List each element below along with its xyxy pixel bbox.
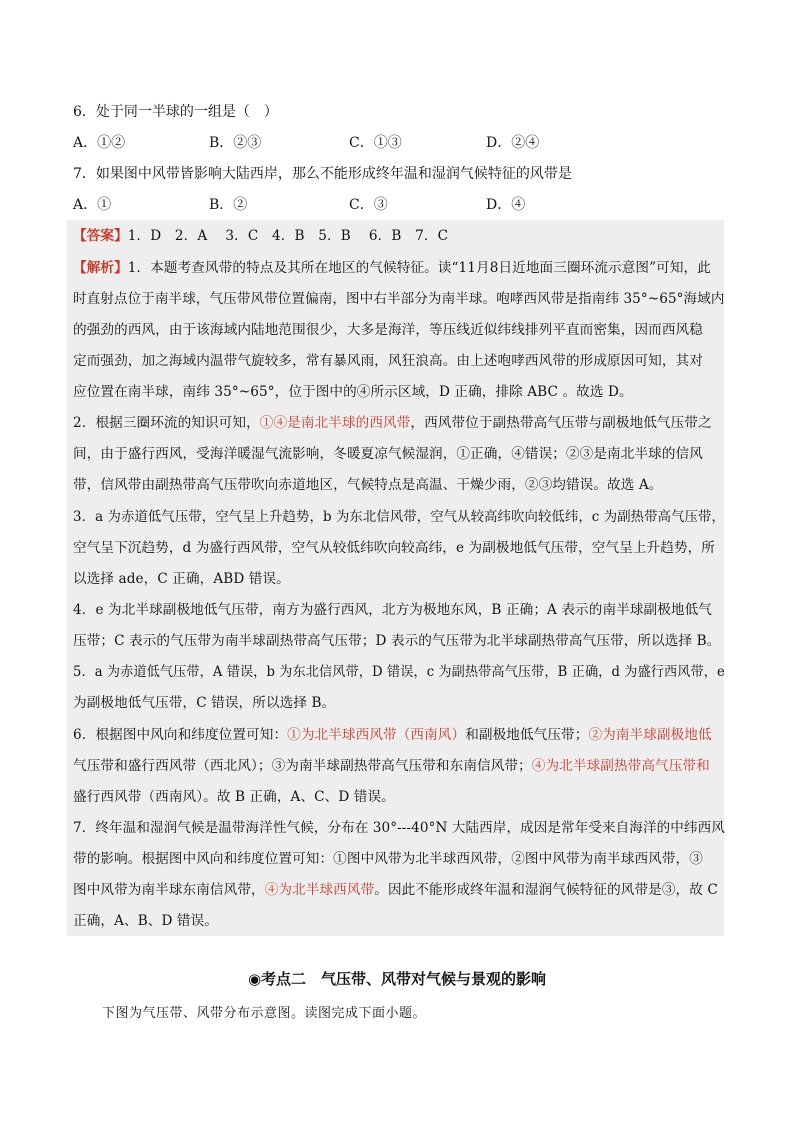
analysis-line-11: 以选择 ade，C 正确，ABD 错误。 (73, 571, 290, 587)
analysis-line-4: 定而强劲，加之海域内温带气旋较多，常有暴风雨，风狂浪高。由上述咆哮西风带的形成原因可知，其对 (73, 353, 703, 369)
analysis-line-12: 4．e 为北半球副极地低气压带，南方为盛行西风，北方为极地东风，B 正确；A 表示的南半球副极地低气 (73, 602, 712, 618)
q6-option-a[interactable]: A．①② (73, 135, 126, 151)
analysis-text: 图中风带为南半球东南信风带， (73, 882, 265, 898)
analysis-line-15: 为副极地低气压带，C 错误，所以选择 B。 (73, 695, 336, 711)
analysis-line-13: 压带；C 表示的气压带为南半球副热带高气压带；D 表示的气压带为北半球副热带高气压带，所以选择 B。 (73, 633, 721, 649)
q7-option-c[interactable]: C．③ (349, 197, 388, 213)
analysis-line-22: 正确，A、B、D 错误。 (73, 913, 218, 929)
q7-option-a[interactable]: A．① (73, 197, 112, 213)
analysis-text: 和副极地低气压带； (465, 727, 589, 743)
analysis-line-21 (73, 880, 718, 900)
analysis-text: 2．根据三圈环流的知识可知， (73, 415, 260, 431)
analysis-line-6 (73, 413, 712, 433)
analysis-line-14: 5．a 为赤道低气压带，A 错误，b 为东北信风带，D 错误，c 为副热带高气压带，B 正确，d 为盛行西风带，e (73, 664, 725, 680)
analysis-text: 1．本题考查风带的特点及其所在地区的气候特征。读“11月8日近地面三圈环流示意图”可知，此 (127, 260, 711, 276)
section-intro: 下图为气压带、风带分布示意图。读图完成下面小题。 (102, 1006, 427, 1021)
q6-option-b[interactable]: B．②③ (209, 135, 262, 151)
q7-option-b[interactable]: B．② (209, 197, 248, 213)
analysis-line-8: 带，信风带由副热带高气压带吹向赤道地区，气候特点是高温、干燥少雨，②③均错误。故选 A。 (73, 477, 663, 493)
section-title: ◉考点二 气压带、风带对气候与景观的影响 (247, 970, 547, 988)
question-7-stem: 7．如果图中风带皆影响大陆西岸，那么不能形成终年温和湿润气候特征的风带是 (73, 166, 572, 182)
analysis-line-10: 空气呈下沉趋势，d 为盛行西风带，空气从较低纬吹向较高纬，e 为副极地低气压带，空气呈上升趋势，所 (73, 540, 716, 556)
analysis-text: 。因此不能形成终年温和湿润气候特征的风带是③，故 C (374, 882, 718, 898)
question-6-options (73, 133, 733, 153)
question-6-stem: 6．处于同一半球的一组是（ ） (73, 104, 278, 120)
analysis-line-16 (73, 725, 712, 745)
analysis-line-2: 时直射点位于南半球，气压带风带位置偏南，图中右半部分为南半球。咆哮西风带是指南纬 35°~65°海域内 (73, 291, 725, 307)
q6-option-d[interactable]: D．②④ (486, 135, 540, 151)
analysis-line-17 (73, 756, 710, 776)
analysis-line-5: 应位置在南半球，南纬 35°~65°，位于图中的④所示区域，D 正确，排除 ABC 。故选 D。 (73, 384, 633, 400)
analysis-line-19: 7．终年温和湿润气候是温带海洋性气候，分布在 30°---40°N 大陆西岸，成因是常年受来自海洋的中纬西风 (73, 820, 725, 836)
answer-tag: 【答案】 (73, 228, 128, 244)
analysis-text: ，西风带位于副热带高气压带与副极地低气压带之 (410, 415, 712, 431)
analysis-text: 气压带和盛行西风带（西北风）；③为南半球副热带高气压带和东南信风带； (73, 758, 532, 774)
analysis-line-9: 3．a 为赤道低气压带，空气呈上升趋势，b 为东北信风带，空气从较高纬吹向较低纬，c 为副热带高气压带， (73, 509, 725, 525)
analysis-text: 6．根据图中风向和纬度位置可知： (73, 727, 288, 743)
analysis-line-18: 盛行西风带（西南风）。故 B 正确，A、C、D 错误。 (73, 789, 395, 805)
analysis-line-1 (73, 258, 711, 278)
highlight-text: ①④是南北半球的西风带 (259, 415, 411, 431)
analysis-tag: 【解析】 (73, 260, 128, 276)
highlight-text: ①为北半球西风带（西南风） (287, 727, 466, 743)
answer-text: 1．D 2．A 3．C 4．B 5．B 6．B 7．C (127, 228, 449, 244)
analysis-line-7: 间，由于盛行西风，受海洋暖湿气流影响，冬暖夏凉气候湿润，①正确，④错误；②③是南北半球的信风 (73, 446, 703, 462)
question-7-options (73, 195, 733, 215)
answer-line (73, 226, 448, 246)
analysis-line-3: 的强劲的西风，由于该海域内陆地范围很少，大多是海洋，等压线近似纬线排列平直而密集，因而西风稳 (73, 322, 703, 338)
q6-option-c[interactable]: C．①③ (349, 135, 402, 151)
highlight-text: ②为南半球副极地低 (588, 727, 712, 743)
highlight-text: ④为北半球西风带 (264, 882, 375, 898)
analysis-line-20: 带的影响。根据图中风向和纬度位置可知：①图中风带为北半球西风带，②图中风带为南半球西风带，③ (73, 851, 703, 867)
q7-option-d[interactable]: D．④ (486, 197, 526, 213)
highlight-text: ④为北半球副热带高气压带和 (531, 758, 710, 774)
